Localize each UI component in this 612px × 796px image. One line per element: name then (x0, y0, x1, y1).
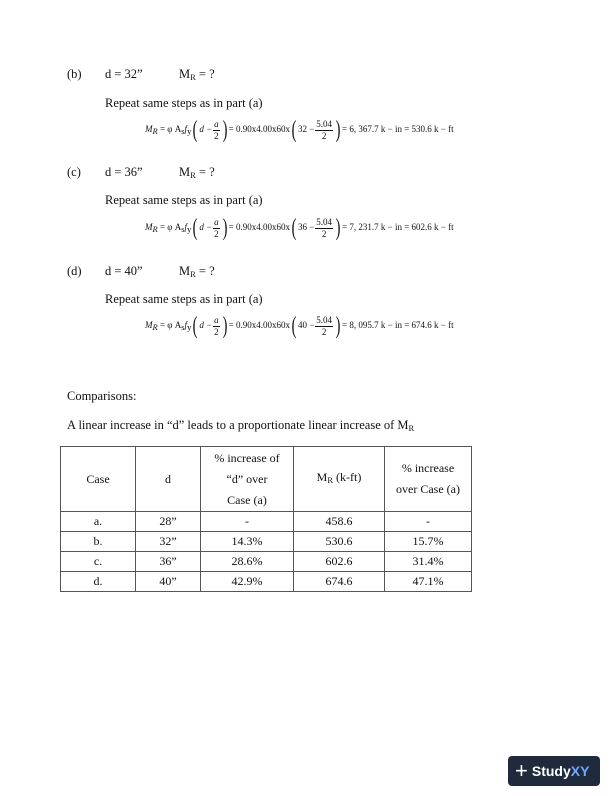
table-header-row (61, 447, 472, 512)
part-d-repeat: Repeat same steps as in part (a) (105, 292, 263, 306)
cell-d: 36” (136, 552, 201, 572)
cell-mr: 530.6 (294, 532, 385, 552)
comparisons-statement: A linear increase in “d” leads to a proportionate linear increase of $M_R$ (67, 418, 415, 433)
part-b-mr: $M_R$ = ? (179, 67, 215, 82)
comparisons-heading: Comparisons: (67, 389, 137, 403)
part-c-d: d = 36” (105, 165, 143, 179)
cell-case: a. (61, 512, 136, 532)
cell-increase-d: 14.3% (201, 532, 294, 552)
header-mr: $M_R$ (k-ft) (294, 447, 385, 512)
plus-icon: + (515, 758, 528, 783)
header-increase-mr: % increase over Case (a) (385, 447, 472, 512)
part-d-d: d = 40” (105, 264, 143, 278)
cell-increase-mr: 15.7% (385, 532, 472, 552)
table-row (61, 532, 472, 552)
part-c-label: (c) (67, 165, 81, 179)
cell-increase-mr: 31.4% (385, 552, 472, 572)
part-b-d: d = 32” (105, 67, 143, 81)
table-row (61, 512, 472, 532)
cell-increase-d: 28.6% (201, 552, 294, 572)
studyxy-logo[interactable] (508, 756, 600, 786)
part-d-label: (d) (67, 264, 82, 278)
cell-case: c. (61, 552, 136, 572)
part-c-mr: $M_R$ = ? (179, 165, 215, 180)
part-c-repeat: Repeat same steps as in part (a) (105, 193, 263, 207)
logo-text: StudyXY (531, 763, 590, 779)
cell-d: 28” (136, 512, 201, 532)
cell-increase-mr: - (385, 512, 472, 532)
cell-increase-mr: 47.1% (385, 572, 472, 592)
cell-d: 40” (136, 572, 201, 592)
comparison-table (60, 446, 472, 592)
part-c-equation: MR = φ Asfy( d − $\frac{a}{2}$ ) = 0.90x4.00x60x( 36 − $\frac{5.04}{2}$ ) = 7, 231.7 k − in = 602.6 k − ft (145, 215, 454, 241)
cell-mr: 674.6 (294, 572, 385, 592)
part-b-equation: MR = φ Asfy( d − $\frac{a}{2}$ ) = 0.90x4.00x60x( 32 − $\frac{5.04}{2}$ ) = 6, 367.7 k − in = 530.6 k − ft (145, 117, 454, 143)
table-row (61, 552, 472, 572)
part-b-label: (b) (67, 67, 82, 81)
part-d-equation: MR = φ Asfy( d − $\frac{a}{2}$ ) = 0.90x4.00x60x( 40 − $\frac{5.04}{2}$ ) = 8, 095.7 k − in = 674.6 k − ft (145, 313, 454, 339)
cell-d: 32” (136, 532, 201, 552)
table-row (61, 572, 472, 592)
cell-mr: 458.6 (294, 512, 385, 532)
header-increase-d: % increase of “d” over Case (a) (201, 447, 294, 512)
cell-case: d. (61, 572, 136, 592)
header-d: d (136, 447, 201, 512)
cell-case: b. (61, 532, 136, 552)
part-b-repeat: Repeat same steps as in part (a) (105, 96, 263, 110)
cell-increase-d: - (201, 512, 294, 532)
part-d-mr: $M_R$ = ? (179, 264, 215, 279)
cell-increase-d: 42.9% (201, 572, 294, 592)
header-case: Case (61, 447, 136, 512)
cell-mr: 602.6 (294, 552, 385, 572)
